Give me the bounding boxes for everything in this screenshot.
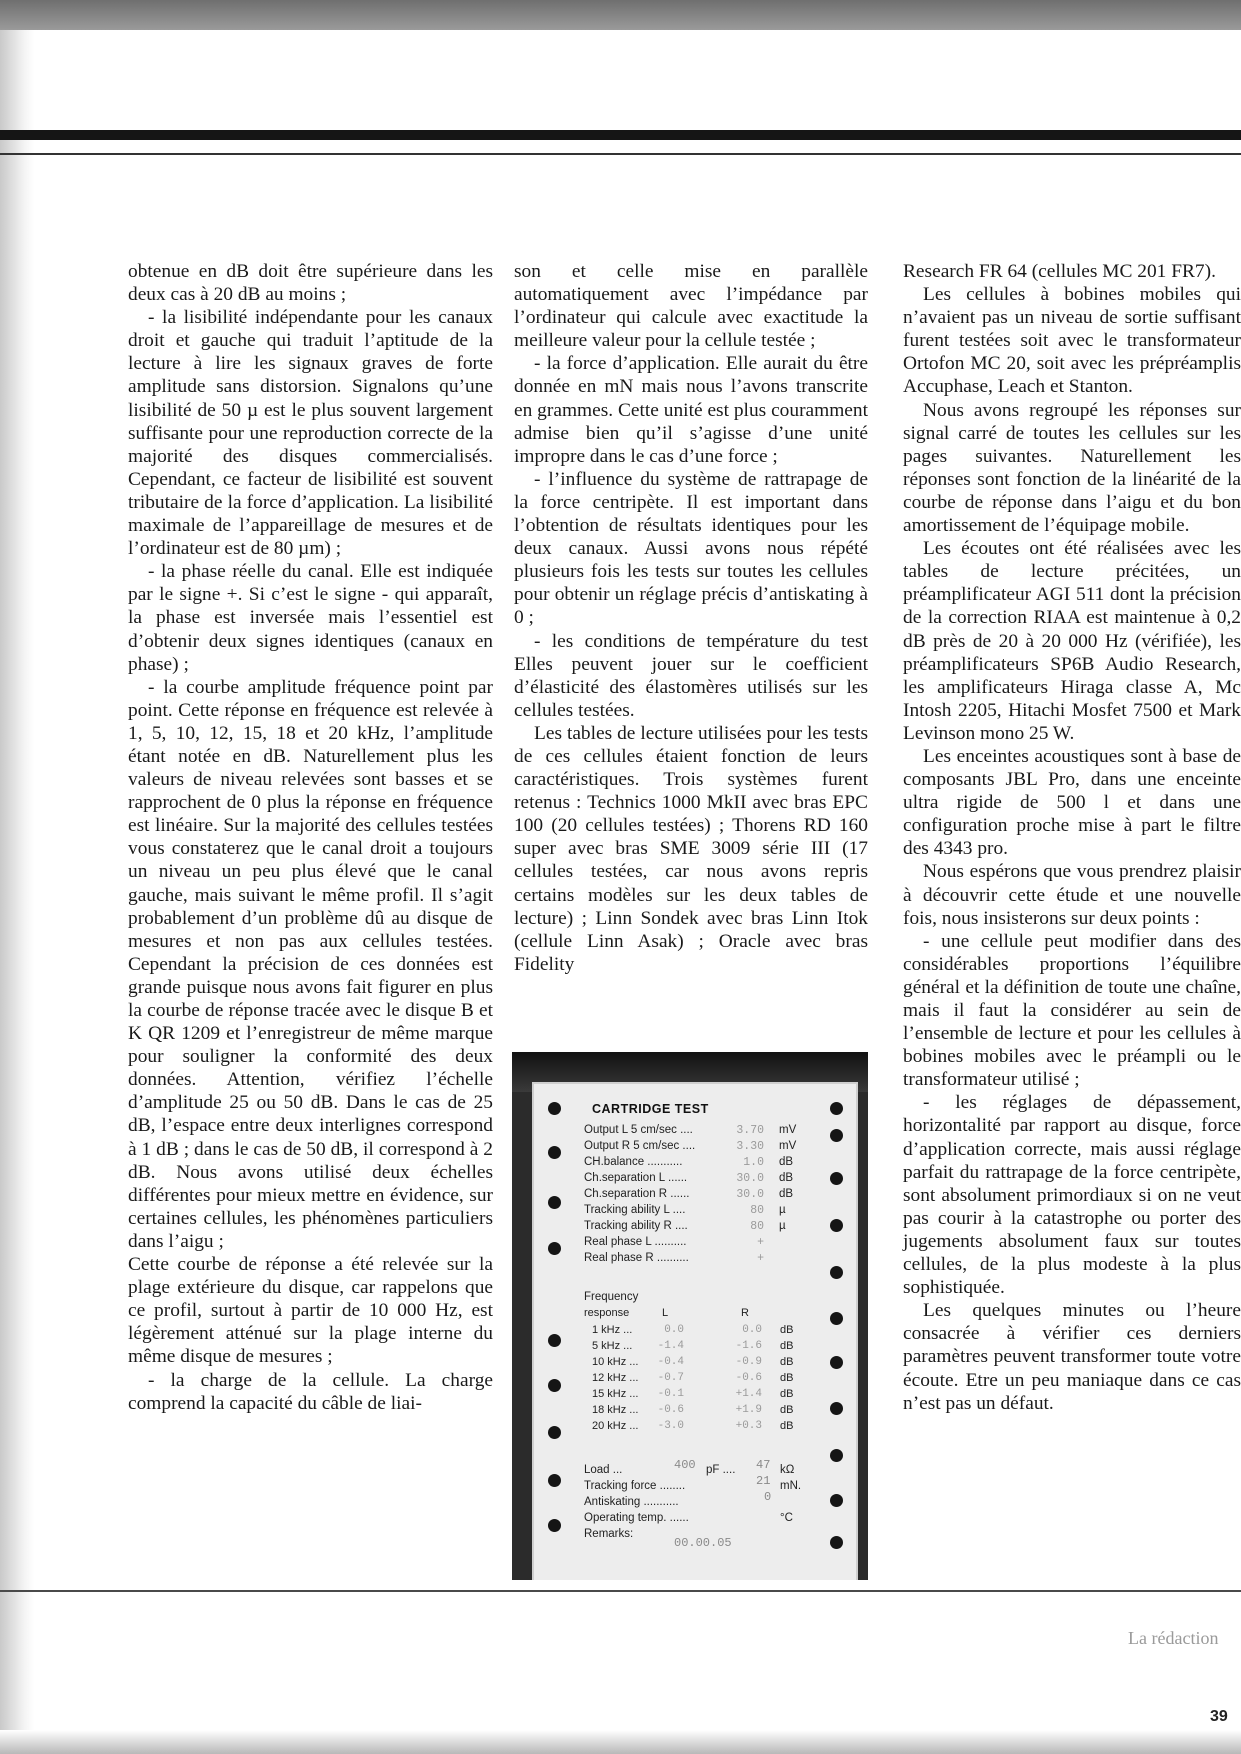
frequency-title: Frequency <box>584 1291 639 1303</box>
frequency-row <box>592 1388 827 1404</box>
card-row <box>584 1156 824 1172</box>
frequency-label: 18 kHz ... <box>592 1404 639 1416</box>
card-row <box>584 1220 824 1236</box>
frequency-unit: dB <box>780 1340 794 1352</box>
frequency-row <box>592 1420 827 1436</box>
card-row-unit: dB <box>779 1156 794 1168</box>
load-unit: pF .... <box>706 1464 736 1476</box>
paragraph: Les cellules à bobines mobiles qui n’avaient pas un niveau de sortie suffisant furent testées soit avec le transformateur Ortofon MC 20, soit avec les prépréamplis Accuphase, Leach et Stanton. <box>903 284 1241 398</box>
frequency-right-value: -0.6 <box>735 1372 762 1384</box>
tracking-force-label: Tracking force ........ <box>584 1480 686 1492</box>
frequency-row <box>592 1372 827 1388</box>
column-right <box>903 260 1241 1415</box>
frequency-left-value: -0.7 <box>657 1372 684 1384</box>
card-row <box>584 1124 824 1140</box>
paragraph: - la courbe amplitude fréquence point par point. Cette réponse en fréquence est relevée à 1, 5, 10, 12, 15, 18 et 20 kHz, l’amplitude étant notée en dB. Naturellement plus les valeurs de niveau relevées sont basses et se rapprochent de 0 plus la réponse en fréquence est linéaire. Sur la majorité des cellules testées vous constaterez que le canal droit a toujours un niveau un peu plus élevé que le canal gauche, mais suivant le même profil. Il s’agit probablement d’un problème dû au disque de mesures et non pas aux cellules testées. Cependant la précision de ces données est grande puisque nous avons fait figurer en plus la courbe de réponse tracée avec le disque B et K QR 1209 et l’enregistreur de même marque pour souligner la conformité des deux données. Attention, vérifiez l’échelle d’amplitude 25 ou 50 dB. Dans le cas de 25 dB, l’espace entre deux interlignes correspond à 1 dB ; dans le cas de 50 dB, il correspond à 2 dB. Nous avons utilisé deux échelles différentes pour mieux mettre en évidence, sur certaines cellules, les phénomènes particuliers dans l’aigu ; <box>128 676 493 1252</box>
card-row <box>584 1172 824 1188</box>
column-left <box>128 260 493 1415</box>
load-value: 400 <box>674 1458 696 1472</box>
card-row-value: + <box>757 1252 764 1265</box>
card-row-label: Output L 5 cm/sec .... <box>584 1124 693 1136</box>
punch-hole <box>830 1312 843 1325</box>
card-row-label: Ch.separation R ...... <box>584 1188 690 1200</box>
paragraph: - les réglages de dépassement, horizontalité par rapport au disque, force d’application correcte, mais aussi réglage parfait du rattrapage de la force centripète, sont absolument primordiaux si on ne veut pas courir à la catastrophe ou porter des jugements absolument faux sur toutes cellules, de la plus modeste à la plus sophistiquée. <box>903 1092 1241 1299</box>
header-rule <box>0 130 1241 140</box>
header-rule-thin <box>0 153 1241 155</box>
frequency-row <box>592 1356 827 1372</box>
card-row <box>584 1236 824 1252</box>
card-row-unit: dB <box>779 1188 794 1200</box>
card-row-value: 80 <box>750 1220 764 1233</box>
frequency-right-value: -1.6 <box>735 1340 762 1352</box>
card-row-label: Real phase R .......... <box>584 1252 689 1264</box>
punch-hole <box>830 1129 843 1142</box>
card-row-label: Real phase L .......... <box>584 1236 687 1248</box>
paragraph: son et celle mise en parallèle automatiquement avec l’impédance par l’ordinateur qui calcule avec exactitude la meilleure valeur pour la cellule testée ; <box>514 261 868 352</box>
punch-hole <box>548 1196 561 1209</box>
frequency-unit: dB <box>780 1356 794 1368</box>
card-row-label: Tracking ability L .... <box>584 1204 686 1216</box>
card-row-label: Tracking ability R .... <box>584 1220 688 1232</box>
paragraph: obtenue en dB doit être supérieure dans les deux cas à 20 dB au moins ; <box>128 261 493 306</box>
frequency-left-value: 0.0 <box>664 1324 684 1336</box>
frequency-left-value: -1.4 <box>657 1340 684 1352</box>
paragraph: - les conditions de température du test Elles peuvent jouer sur le coefficient d’élasticité des élastomères utilisés sur les cellules testées. <box>514 630 868 721</box>
page-number: 39 <box>1210 1708 1228 1725</box>
cartridge-test-card <box>534 1084 856 1580</box>
punch-hole <box>830 1402 843 1415</box>
punch-hole <box>830 1172 843 1185</box>
paragraph: Les écoutes ont été réalisées avec les tables de lecture précitées, un préamplificateur AGI 511 dont la précision de la correction RIAA est maintenue à 0,2 dB près de 20 à 20 000 Hz (vérifiée), les préamplificateurs SP6B Audio Research, les amplificateurs Hiraga classe A, Mc Intosh 2205, Hitachi Mosfet 7500 et Mark Levinson mono 25 W. <box>903 538 1241 744</box>
frequency-label: 15 kHz ... <box>592 1388 639 1400</box>
paragraph: Les tables de lecture utilisées pour les tests de ces cellules étaient fonction de leurs caractéristiques. Trois systèmes furent retenus : Technics 1000 MkII avec bras EPC 100 (20 cellules testées) ; Thorens RD 160 super avec bras SME 3009 série III (17 cellules testées, car nous avons repris certains modèles sur les deux tables de lecture) ; Linn Sondek avec bras Linn Itok (cellule Linn Asak) ; Oracle avec bras Fidelity <box>514 722 868 975</box>
card-row <box>584 1140 824 1156</box>
frequency-unit: dB <box>780 1388 794 1400</box>
frequency-left-value: -3.0 <box>657 1420 684 1432</box>
operating-temp-label: Operating temp. ...... <box>584 1512 689 1524</box>
frequency-right-value: +1.9 <box>735 1404 762 1416</box>
frequency-row <box>592 1404 827 1420</box>
remarks-label: Remarks: <box>584 1528 634 1540</box>
scan-gutter-shadow <box>0 30 34 1754</box>
paragraph: Nous espérons que vous prendrez plaisir à découvrir cette étude et une nouvelle fois, nous insisterons sur deux points : <box>903 861 1241 929</box>
paragraph: Les enceintes acoustiques sont à base de composants JBL Pro, dans une enceinte ultra rigide de 500 l et dans une configuration proche mise à part le filtre des 4343 pro. <box>903 745 1241 860</box>
load-label: Load ... <box>584 1464 623 1476</box>
card-row-label: CH.balance ........... <box>584 1156 683 1168</box>
load-unit-2: kΩ <box>780 1464 795 1476</box>
card-row-unit: µ <box>779 1204 786 1216</box>
paragraph: - une cellule peut modifier dans des considérables proportions l’équilibre général et la définition de toute une chaîne, mais il faut la considérer au sein de l’ensemble de lecture et pour les cellules à bobines mobiles avec le préampli ou le transformateur utilisé ; <box>903 930 1241 1091</box>
punch-hole <box>548 1102 561 1115</box>
frequency-label: 1 kHz ... <box>592 1324 633 1336</box>
signature: La rédaction <box>1128 1628 1219 1648</box>
frequency-left-value: -0.4 <box>657 1356 684 1368</box>
punch-hole <box>830 1102 843 1115</box>
punch-hole <box>830 1536 843 1549</box>
frequency-label: 12 kHz ... <box>592 1372 639 1384</box>
frequency-unit: dB <box>780 1324 794 1336</box>
punch-hole <box>830 1356 843 1369</box>
punch-hole <box>548 1146 561 1159</box>
card-row-value: 1.0 <box>743 1156 764 1169</box>
frequency-right-value: -0.9 <box>735 1356 762 1368</box>
paragraph: Les quelques minutes ou l’heure consacrée à vérifier ces derniers paramètres peuvent transformer toute votre écoute. Etre un peu maniaque dans ce cas n’est pas un défaut. <box>903 1300 1241 1414</box>
punch-hole <box>830 1449 843 1462</box>
frequency-header <box>584 1307 819 1323</box>
card-row-value: 30.0 <box>736 1188 764 1201</box>
card-row <box>584 1252 824 1268</box>
punch-hole <box>548 1474 561 1487</box>
frequency-label: 20 kHz ... <box>592 1420 639 1432</box>
paragraph: - l’influence du système de rattrapage de la force centripète. Il est important dans l’obtention de résultats identiques pour les deux canaux. Aussi avons nous répété plusieurs fois les tests sur toutes les cellules pour obtenir un réglage précis d’antiskating à 0 ; <box>514 468 868 629</box>
frequency-right-value: +1.4 <box>735 1388 762 1400</box>
card-row-unit: mV <box>779 1124 797 1136</box>
antiskating-value: 0 <box>764 1490 772 1504</box>
card-row-value: 3.70 <box>736 1124 764 1137</box>
card-row-unit: dB <box>779 1172 794 1184</box>
paragraph: - la charge de la cellule. La charge comprend la capacité du câble de liai- <box>128 1369 493 1414</box>
frequency-row <box>592 1340 827 1356</box>
card-row-value: 3.30 <box>736 1140 764 1153</box>
paragraph: Research FR 64 (cellules MC 201 FR7). <box>903 261 1216 282</box>
punch-hole <box>830 1494 843 1507</box>
load-value-2: 47 <box>756 1458 771 1472</box>
card-title: CARTRIDGE TEST <box>592 1102 709 1116</box>
paragraph: - la phase réelle du canal. Elle est indiquée par le signe +. Si c’est le signe - qui apparaît, la phase est inversée mais l’essentiel est d’obtenir deux signes identiques (canaux en phase) ; <box>128 561 493 675</box>
card-row-unit: µ <box>779 1220 786 1232</box>
frequency-unit: dB <box>780 1404 794 1416</box>
card-row <box>584 1204 824 1220</box>
card-row-value: 80 <box>750 1204 764 1217</box>
paragraph: - la force d’application. Elle aurait du être donnée en mN mais nous l’avons transcrite en grammes. Cette unité est plus couramment admise bien qu’il s’agisse d’une unité impropre dans le cas d’une force ; <box>514 353 868 467</box>
tracking-force-value: 21 <box>756 1474 771 1488</box>
frequency-right-value: 0.0 <box>742 1324 762 1336</box>
antiskating-label: Antiskating ........... <box>584 1496 679 1508</box>
punch-hole <box>548 1379 561 1392</box>
card-row-value: + <box>757 1236 764 1249</box>
frequency-header-label: response <box>584 1307 630 1319</box>
punch-hole <box>830 1266 843 1279</box>
punch-hole <box>548 1426 561 1439</box>
remarks-value: 00.00.05 <box>674 1536 732 1550</box>
cartridge-test-photo <box>512 1052 868 1580</box>
paragraph: - la lisibilité indépendante pour les canaux droit et gauche qui traduit l’aptitude de la lecture à lire les signaux graves de forte amplitude sans distorsion. Signalons qu’une lisibilité de 50 µ est le plus souvent largement suffisante pour une reproduction correcte de la majorité des disques commercialisés. Cependant, ce facteur de lisibilité est souvent tributaire de la force d’application. La lisibilité maximale de l’appareillage de mesures et de l’ordinateur est de 80 µm) ; <box>128 307 493 560</box>
frequency-header-r: R <box>741 1307 749 1319</box>
punch-hole <box>548 1334 561 1347</box>
scan-bottom-shadow <box>0 1730 1241 1754</box>
scan-top-shadow <box>0 0 1241 30</box>
frequency-unit: dB <box>780 1372 794 1384</box>
frequency-unit: dB <box>780 1420 794 1432</box>
tracking-force-unit: mN. <box>780 1480 802 1492</box>
card-row-label: Ch.separation L ...... <box>584 1172 688 1184</box>
frequency-left-value: -0.1 <box>657 1388 684 1400</box>
frequency-header-l: L <box>662 1307 669 1319</box>
card-row-value: 30.0 <box>736 1172 764 1185</box>
frequency-label: 5 kHz ... <box>592 1340 633 1352</box>
frequency-right-value: +0.3 <box>735 1420 762 1432</box>
frequency-left-value: -0.6 <box>657 1404 684 1416</box>
punch-hole <box>548 1519 561 1532</box>
punch-hole <box>830 1219 843 1232</box>
card-row <box>584 1188 824 1204</box>
frequency-label: 10 kHz ... <box>592 1356 639 1368</box>
punch-hole <box>548 1242 561 1255</box>
column-middle <box>514 260 868 976</box>
paragraph: Nous avons regroupé les réponses sur signal carré de toutes les cellules sur les pages suivantes. Naturellement les réponses sont fonction de la linéarité de la courbe de réponse dans l’aigu et du bon amortissement de l’équipage mobile. <box>903 399 1241 537</box>
frequency-row <box>592 1324 827 1340</box>
card-row-label: Output R 5 cm/sec .... <box>584 1140 696 1152</box>
operating-temp-unit: °C <box>780 1512 793 1524</box>
paragraph: Cette courbe de réponse a été relevée sur la plage extérieure du disque, car rappelons que ce profil, surtout à partir de 10 000 Hz, est légèrement atténué sur la plage interne du même disque de mesures ; <box>128 1254 493 1368</box>
card-row-unit: mV <box>779 1140 797 1152</box>
footer-rule <box>0 1590 1241 1592</box>
